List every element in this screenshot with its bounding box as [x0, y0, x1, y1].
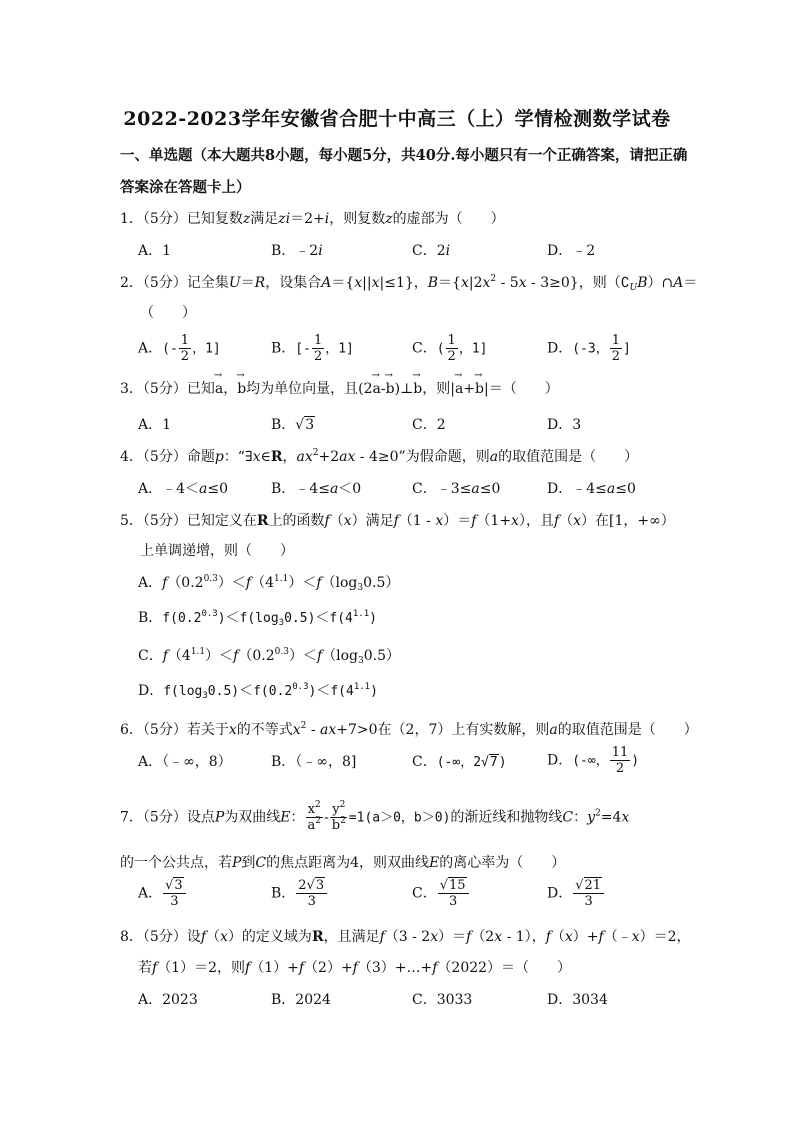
- question-8-continued: 若f（1）＝2，则f（1）+f（2）+f（3）+…+f（2022）＝（ ）: [138, 960, 572, 976]
- q5-option-d[interactable]: D．$f(\log_30.5)<f(0.2^{0.3})<f(4^{1.1})$: [138, 682, 378, 701]
- q6-option-a[interactable]: A．（﹣∞，8）: [138, 754, 232, 770]
- question-2-bracket: （ ）: [140, 305, 196, 321]
- question-7-continued: 的一个公共点，若P到C的焦点距离为4，则双曲线E的离心率为（ ）: [120, 855, 566, 871]
- q2-option-b[interactable]: B．[- $\frac{1}{2}$ ，1]: [271, 333, 354, 364]
- q4-option-b[interactable]: B．﹣4≤a＜0: [271, 481, 362, 497]
- question-5-continued: 上单调递增，则（ ）: [140, 543, 294, 559]
- q7-option-c[interactable]: C． $\frac{√15}{3}$: [412, 878, 470, 909]
- q7-option-d[interactable]: D． $\frac{√21}{3}$: [547, 878, 605, 909]
- question-1: 1．（5分）已知复数z满足zi＝2+i，则复数z的虚部为（ ）: [120, 211, 505, 227]
- q8-option-b[interactable]: B．2024: [271, 992, 331, 1008]
- question-2: 2．（5分）记全集U＝R，设集合A＝{x||x|≤1}，$B=\{x|2x^2 - 5x - 3\ge 0\}$，则$(∁_UB)\cap A=$: [120, 274, 698, 293]
- question-5: 5．（5分）已知定义在R上的函数f（x）满足f（1 - x）＝f（1+x），且f（x）在[1，+∞）: [120, 513, 675, 529]
- q2-option-d[interactable]: D．(-3， $\frac{1}{2}$ ]: [547, 333, 631, 364]
- q5-option-a[interactable]: A．$f(0.2^{0.3})<f(4^{1.1})<f(\log_30.5)$: [138, 574, 400, 593]
- question-4: 4．（5分）命题p：“∃x∈R，$ax^2+2ax - 4\ge 0$”为假命题，则a的取值范围是（ ）: [120, 448, 639, 465]
- q3-option-c[interactable]: C．2: [412, 417, 446, 433]
- question-8: 8．（5分）设f（x）的定义域为R，且满足f（3 - 2x）＝f（2x - 1），f（x）+f（﹣x）＝2，: [120, 929, 691, 945]
- q7-option-b[interactable]: B． $\frac{2√3}{3}$: [271, 878, 328, 909]
- q3-option-d[interactable]: D．3: [547, 417, 582, 433]
- q2-option-a[interactable]: A．(- $\frac{1}{2}$ ，1]: [138, 333, 221, 364]
- q8-option-c[interactable]: C．3033: [412, 992, 473, 1008]
- q6-option-c[interactable]: C．(-∞，2√7): [412, 754, 507, 770]
- q2-option-c[interactable]: C．( $\frac{1}{2}$ ，1]: [412, 333, 488, 364]
- q5-option-b[interactable]: B．$f(0.2^{0.3})<f(\log_30.5)<f(4^{1.1})$: [138, 609, 377, 628]
- q1-option-b[interactable]: B．﹣2i: [271, 243, 323, 259]
- q6-option-b[interactable]: B．（﹣∞，8]: [271, 754, 357, 770]
- q4-option-c[interactable]: C．﹣3≤a≤0: [412, 481, 501, 497]
- question-6: 6．（5分）若关于x的不等式$x^2 - ax+7>0$在（2，7）上有实数解，则a的取值范围是（ ）: [120, 721, 698, 738]
- q3-option-b[interactable]: B．√3: [271, 417, 315, 433]
- question-7: 7．（5分）设点P为双曲线E： $\frac{x^2}{a^2}$ - $\frac{y^2}{b^2}$ =1(a＞0，b＞0)的渐近线和抛物线C：$y^2=4x$: [120, 800, 630, 833]
- q1-option-c[interactable]: C．2i: [412, 243, 451, 259]
- q6-option-d[interactable]: D．(-∞， $\frac{11}{2}$ ): [547, 745, 640, 776]
- question-3: 3．（5分）已知→ a，→ b均为单位向量，且(2→ a-→ b)⊥→ b，则|→ a+→ b|＝（ ）: [120, 378, 559, 398]
- q8-option-a[interactable]: A．2023: [138, 992, 198, 1008]
- q1-option-d[interactable]: D．﹣2: [547, 243, 596, 259]
- section-heading: 一、单选题（本大题共8小题，每小题5分，共40分.每小题只有一个正确答案，请把正确答案涂在答题卡上）: [120, 147, 688, 196]
- q4-option-d[interactable]: D．﹣4≤a≤0: [547, 481, 636, 497]
- q5-option-c[interactable]: C．$f(4^{1.1})<f(0.2^{0.3})<f(\log_30.5)$: [138, 647, 400, 666]
- q8-option-d[interactable]: D．3034: [547, 992, 608, 1008]
- q1-option-a[interactable]: A．1: [138, 243, 172, 259]
- q3-option-a[interactable]: A．1: [138, 417, 172, 433]
- q7-option-a[interactable]: A． $\frac{√3}{3}$: [138, 878, 187, 909]
- page-title: 2022-2023学年安徽省合肥十中高三（上）学情检测数学试卷: [123, 108, 671, 130]
- q4-option-a[interactable]: A．﹣4＜a≤0: [138, 481, 229, 497]
